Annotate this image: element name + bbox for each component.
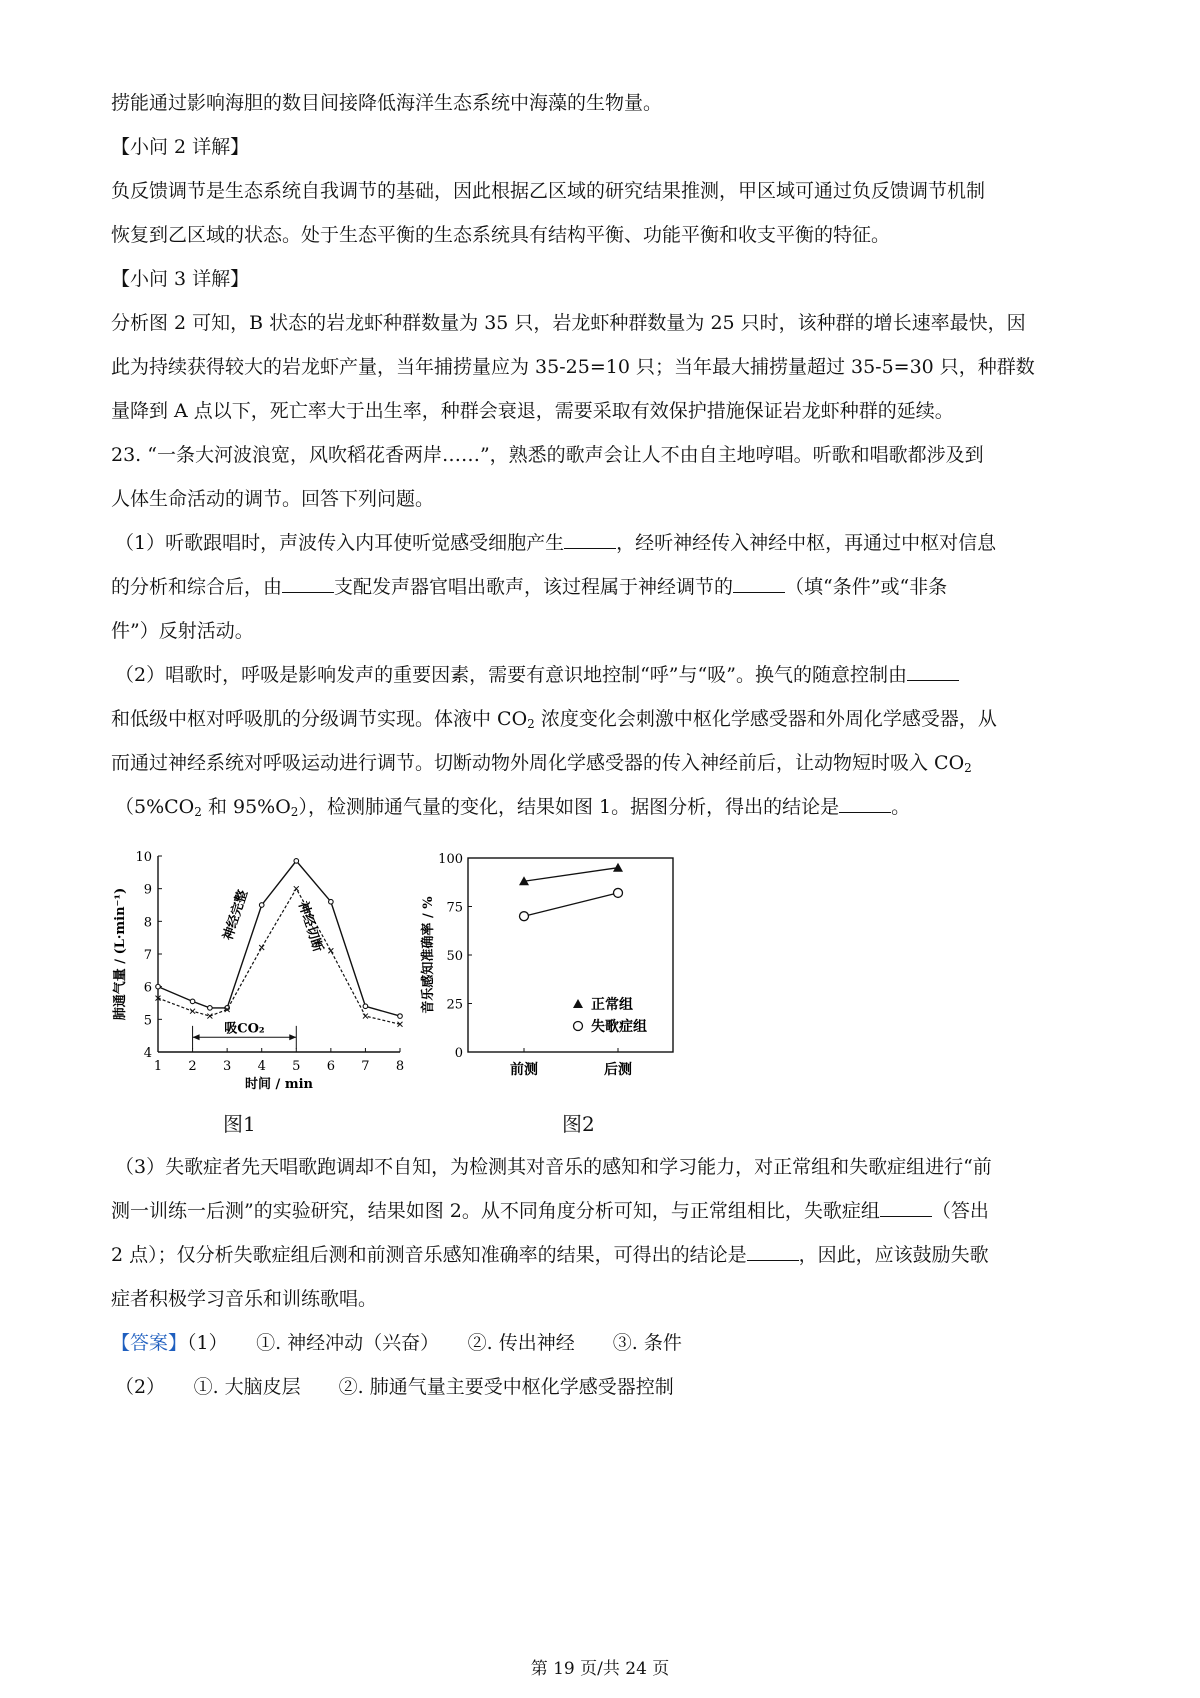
text-line: （$5\%CO_2$ 和 $95\%O_2$），检测肺通气量的变化，结果如图 1。据图分析，得出的结论是 。 bbox=[115, 796, 911, 819]
x-tick-label: 5 bbox=[292, 1059, 301, 1074]
y-tick-label: 9 bbox=[143, 882, 152, 898]
co2-arrow-right bbox=[289, 1034, 296, 1040]
co2-label: 吸CO₂ bbox=[224, 1021, 265, 1037]
legend-marker-normal bbox=[573, 999, 583, 1008]
data-point-intact bbox=[190, 999, 195, 1004]
answer-blank bbox=[880, 1200, 932, 1217]
question-part-1: （1）听歌跟唱时，声波传入内耳使听觉感受细胞产生 ，经听神经传入神经中枢，再通过中枢对信息 bbox=[115, 532, 997, 554]
text-line: 而通过神经系统对呼吸运动进行调节。切断动物外周化学感受器的传入神经前后，让动物短时吸入 $CO_2$ bbox=[111, 752, 972, 775]
data-point-cut bbox=[328, 948, 333, 953]
question-stem: 23. “一条大河波浪宽，风吹稻花香两岸……”，熟悉的歌声会让人不由自主地哼唱。听歌和唱歌都涉及到 bbox=[111, 444, 984, 466]
data-point-intact bbox=[208, 1006, 213, 1011]
data-point-cut bbox=[190, 1009, 195, 1014]
x-tick-label: 1 bbox=[153, 1059, 163, 1074]
y-tick-label: 100 bbox=[438, 852, 463, 867]
subquestion-heading: 【小问 2 详解】 bbox=[111, 136, 250, 158]
x-tick-label: 4 bbox=[257, 1059, 266, 1074]
data-point-cut bbox=[207, 1014, 212, 1019]
text-line: 的分析和综合后，由 支配发声器官唱出歌声，该过程属于神经调节的 （填“条件”或“非条 bbox=[111, 576, 948, 598]
text-line: 2 点）；仅分析失歌症组后测和前测音乐感知准确率的结果，可得出的结论是 ，因此，应该鼓励失歌 bbox=[111, 1244, 989, 1266]
x-tick-label: 6 bbox=[326, 1059, 335, 1074]
y-tick-label: 75 bbox=[446, 900, 463, 916]
legend-label-normal: 正常组 bbox=[591, 997, 633, 1013]
series-line-intact bbox=[158, 861, 400, 1016]
answer-line-2: （2） ①. 大脑皮层 ②. 肺通气量主要受中枢化学感受器控制 bbox=[115, 1376, 674, 1398]
data-point-intact bbox=[294, 859, 299, 864]
text-line: 人体生命活动的调节。回答下列问题。 bbox=[111, 488, 435, 510]
answer-blank bbox=[839, 796, 891, 813]
x-tick-label: 前测 bbox=[510, 1062, 538, 1078]
text-line: 恢复到乙区域的状态。处于生态平衡的生态系统具有结构平衡、功能平衡和收支平衡的特征。 bbox=[111, 224, 891, 246]
answer-blank bbox=[747, 1244, 799, 1261]
page-footer: 第 19 页/共 24 页 bbox=[530, 1659, 670, 1679]
y-axis-label: 肺通气量 / (L·min⁻¹) bbox=[113, 887, 128, 1021]
data-point-amusia bbox=[520, 912, 529, 921]
series-label-intact: 神经完整 bbox=[220, 888, 252, 943]
data-point-amusia bbox=[614, 888, 623, 897]
text-line: 分析图 2 可知，B 状态的岩龙虾种群数量为 35 只，岩龙虾种群数量为 25 只时，该种群的增长速率最快，因 bbox=[111, 312, 1026, 334]
series-line-normal bbox=[524, 868, 618, 882]
legend-label-amusia: 失歌症组 bbox=[591, 1019, 647, 1035]
co2-arrow-left bbox=[193, 1034, 200, 1040]
text-line: 负反馈调节是生态系统自我调节的基础，因此根据乙区域的研究结果推测，甲区域可通过负反馈调节机制 bbox=[111, 180, 986, 202]
y-tick-label: 7 bbox=[143, 948, 152, 963]
data-point-normal bbox=[613, 863, 623, 872]
series-label-cut: 神经切断 bbox=[294, 899, 326, 954]
data-point-intact bbox=[363, 1004, 368, 1009]
y-tick-label: 5 bbox=[143, 1013, 152, 1029]
text-line: 捞能通过影响海胆的数目间接降低海洋生态系统中海藻的生物量。 bbox=[111, 92, 663, 114]
data-point-intact bbox=[398, 1014, 403, 1019]
y-tick-label: 10 bbox=[135, 850, 152, 865]
y-axis-label: 音乐感知准确率 / % bbox=[421, 896, 436, 1014]
figure-2-chart bbox=[418, 846, 688, 1090]
question-part-3: （3）失歌症者先天唱歌跑调却不自知，为检测其对音乐的感知和学习能力，对正常组和失歌症组进行“前 bbox=[115, 1156, 992, 1178]
x-tick-label: 7 bbox=[361, 1059, 370, 1074]
question-part-2: （2）唱歌时，呼吸是影响发声的重要因素，需要有意识地控制“呼”与“吸”。换气的随意控制由 bbox=[115, 663, 1105, 687]
legend-marker-amusia bbox=[574, 1022, 583, 1031]
y-tick-label: 4 bbox=[143, 1046, 152, 1061]
y-tick-label: 50 bbox=[446, 949, 463, 964]
series-line-amusia bbox=[524, 893, 618, 916]
x-tick-label: 8 bbox=[395, 1059, 405, 1074]
text-line: 此为持续获得较大的岩龙虾产量，当年捕捞量应为 35-25=10 只；当年最大捕捞量超过 35-5=30 只，种群数 bbox=[111, 356, 1035, 378]
y-tick-label: 0 bbox=[454, 1046, 463, 1061]
x-tick-label: 3 bbox=[223, 1059, 232, 1074]
text-line: 测一训练一后测”的实验研究，结果如图 2。从不同角度分析可知，与正常组相比，失歌症组 （答出 bbox=[111, 1200, 989, 1222]
answer-line-1: 【答案】（1） ①. 神经冲动（兴奋） ②. 传出神经 ③. 条件 bbox=[111, 1332, 682, 1354]
subquestion-heading: 【小问 3 详解】 bbox=[111, 268, 250, 290]
figure-2-caption: 图2 bbox=[562, 1112, 595, 1136]
text-line: 件”）反射活动。 bbox=[111, 620, 254, 642]
data-point-intact bbox=[329, 899, 334, 904]
data-point-intact bbox=[259, 903, 264, 908]
x-axis-label: 时间 / min bbox=[245, 1077, 313, 1092]
text-line: 症者积极学习音乐和训练歌唱。 bbox=[111, 1288, 378, 1310]
x-tick-label: 后测 bbox=[604, 1062, 632, 1078]
answer-blank bbox=[733, 576, 785, 593]
data-point-intact bbox=[156, 984, 161, 989]
answer-blank bbox=[564, 532, 616, 549]
data-point-cut bbox=[294, 886, 299, 891]
answer-blank bbox=[907, 664, 959, 681]
y-tick-label: 6 bbox=[143, 980, 152, 996]
data-point-cut bbox=[363, 1014, 368, 1019]
series-line-cut bbox=[158, 889, 400, 1025]
text-line: 和低级中枢对呼吸肌的分级调节实现。体液中 $CO_2$ 浓度变化会刺激中枢化学感受器和外周化学感受器，从 bbox=[111, 708, 997, 731]
text-line: 量降到 A 点以下，死亡率大于出生率，种群会衰退，需要采取有效保护措施保证岩龙虾种群的延续。 bbox=[111, 400, 954, 422]
answer-label: 【答案】 bbox=[111, 1332, 188, 1354]
answer-blank bbox=[282, 576, 334, 593]
figure-1-chart bbox=[108, 842, 438, 1114]
x-tick-label: 2 bbox=[188, 1059, 197, 1074]
y-tick-label: 25 bbox=[446, 997, 463, 1013]
data-point-cut bbox=[259, 945, 264, 950]
y-tick-label: 8 bbox=[143, 915, 152, 931]
figure-1-caption: 图1 bbox=[223, 1112, 256, 1136]
